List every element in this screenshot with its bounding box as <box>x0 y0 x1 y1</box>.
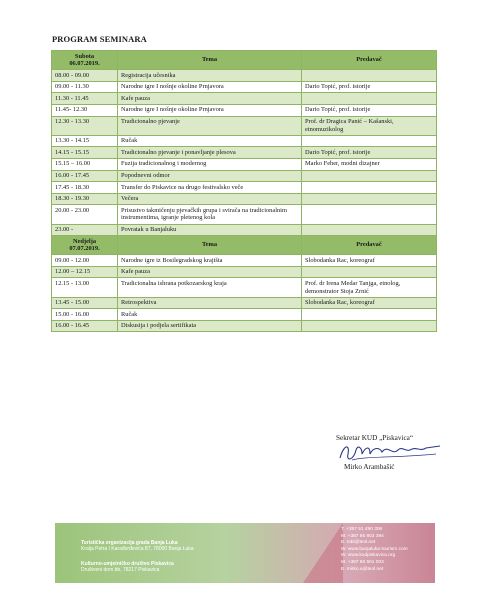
column-header-tema: Tema <box>118 51 302 70</box>
session-time: 12.30 - 13.30 <box>52 116 118 135</box>
session-lecturer: Slobodanka Rac, koreograf <box>302 297 437 309</box>
day-header-row <box>52 51 437 70</box>
signature-name: Mirko Arambašić <box>344 463 395 471</box>
session-topic: Večera <box>118 193 302 205</box>
table-row <box>52 193 437 205</box>
session-lecturer <box>302 205 437 224</box>
session-lecturer <box>302 320 437 332</box>
footer-contact-line: E. mirko.a@teol.net <box>341 566 384 572</box>
footer-org2-address: Društveni dom bb, 78217 Piskavica <box>81 567 160 573</box>
session-lecturer <box>302 135 437 147</box>
table-row <box>52 81 437 93</box>
column-header-predavac: Predavač <box>302 51 437 70</box>
footer-contact-line: W. www.kudpiskavica.org <box>341 553 396 559</box>
session-time: 18.30 - 19.30 <box>52 193 118 205</box>
footer-org1-name: Turistička organizacija grada Banja Luka <box>81 540 178 546</box>
footer-contact-line: W. www.banjaluka-tourism.com <box>341 546 408 552</box>
footer-org1 <box>81 540 194 552</box>
session-topic: Popodnevni odmor <box>118 170 302 182</box>
session-time: 14.15 - 15.15 <box>52 147 118 159</box>
table-row <box>52 170 437 182</box>
session-time: 15.15 – 16.00 <box>52 158 118 170</box>
session-lecturer <box>302 224 437 236</box>
session-topic: Povratak u Banjaluku <box>118 224 302 236</box>
session-topic: Tradicionalno pjevanje <box>118 116 302 135</box>
session-time: 16.00 - 16.45 <box>52 320 118 332</box>
session-topic: Diskusija i podjela sertifikata <box>118 320 302 332</box>
session-time: 11.45- 12.30 <box>52 104 118 116</box>
session-lecturer <box>302 193 437 205</box>
session-lecturer <box>302 309 437 321</box>
session-time: 13.45 - 15.00 <box>52 297 118 309</box>
session-time: 20.00 - 23.00 <box>52 205 118 224</box>
session-lecturer: Dario Topić, prof. istorije <box>302 147 437 159</box>
table-row <box>52 255 437 267</box>
session-time: 12.15 - 13.00 <box>52 278 118 297</box>
session-time: 13.30 - 14.15 <box>52 135 118 147</box>
session-topic: Tradicionalna ishrana potkozarskog kraja <box>118 278 302 297</box>
session-time: 15.00 - 16.00 <box>52 309 118 321</box>
session-time: 09.00 - 12.00 <box>52 255 118 267</box>
day-header-row <box>52 236 437 255</box>
day-date: Subota 06.07.2019. <box>52 51 118 70</box>
table-row <box>52 93 437 105</box>
session-time: 16.00 - 17.45 <box>52 170 118 182</box>
session-topic: Registracija učesnika <box>118 70 302 82</box>
table-row <box>52 104 437 116</box>
session-lecturer: Dario Topić, prof. istorije <box>302 104 437 116</box>
session-time: 12.00 – 12.15 <box>52 266 118 278</box>
table-row <box>52 135 437 147</box>
table-row <box>52 205 437 224</box>
footer-contact-line: M. +387 66 803 394 <box>341 533 384 539</box>
session-topic: Narodne igre I nošnje okoline Prnjavora <box>118 104 302 116</box>
session-topic: Narodne igre iz Bosilegradskog krajišta <box>118 255 302 267</box>
footer-contact-line: M. +387 65 501 003 <box>341 559 384 565</box>
table-row <box>52 224 437 236</box>
table-row <box>52 309 437 321</box>
session-lecturer <box>302 182 437 194</box>
session-time: 17.45 - 18.30 <box>52 182 118 194</box>
session-topic: Kafe pauza <box>118 266 302 278</box>
table-row <box>52 266 437 278</box>
column-header-predavac: Predavač <box>302 236 437 255</box>
day-date: Nedjelja 07.07.2019. <box>52 236 118 255</box>
session-lecturer: Prof. dr Irena Medar Tanjga, etnolog, demonstrator Stoja Zrnić <box>302 278 437 297</box>
column-header-tema: Tema <box>118 236 302 255</box>
session-lecturer <box>302 266 437 278</box>
session-lecturer: Slobodanka Rac, koreograf <box>302 255 437 267</box>
session-topic: Ručak <box>118 309 302 321</box>
session-time: 11.30 - 11.45 <box>52 93 118 105</box>
footer-contact-line: T. +387 51 490 306 <box>341 527 383 532</box>
session-topic: Fuzija tradicionalnog i modernog <box>118 158 302 170</box>
table-row <box>52 278 437 297</box>
table-row <box>52 182 437 194</box>
session-lecturer <box>302 170 437 182</box>
footer-diagonal <box>303 523 343 583</box>
session-lecturer: Dario Topić, prof. istorije <box>302 81 437 93</box>
page-title: PROGRAM SEMINARA <box>52 34 147 44</box>
footer-contacts <box>341 527 408 573</box>
session-time: 08.00 - 09.00 <box>52 70 118 82</box>
table-row <box>52 147 437 159</box>
footer-banner <box>55 523 435 583</box>
session-topic: Retrospektiva <box>118 297 302 309</box>
signature-role: Sekretar KUD „Piskavica“ <box>336 434 414 442</box>
footer-contact-line: E. tobl@teol.net <box>341 540 376 546</box>
table-row <box>52 116 437 135</box>
table-row <box>52 158 437 170</box>
schedule-table <box>51 50 437 332</box>
session-topic: Tradicionalno pjevanje i ponavljanje plesova <box>118 147 302 159</box>
handwritten-signature-icon <box>336 438 446 466</box>
session-topic: Ručak <box>118 135 302 147</box>
table-row <box>52 320 437 332</box>
session-time: 23.00 - <box>52 224 118 236</box>
signature-block <box>336 432 446 484</box>
footer-org2-name: Kulturno-umjetničko društvo Piskavica <box>81 561 174 567</box>
footer-org2 <box>81 561 174 573</box>
session-lecturer <box>302 70 437 82</box>
session-topic: Prisustvo takmičenju pjevačkih grupa i svirača na tradicionalnim instrumentima, igranje pletenog kola <box>118 205 302 224</box>
session-lecturer <box>302 93 437 105</box>
session-topic: Transfer do Piskavice na drugo festivalsko veče <box>118 182 302 194</box>
session-lecturer: Prof. dr Dragica Panić – Kašanski, etnomuzikolog <box>302 116 437 135</box>
session-topic: Kafe pauza <box>118 93 302 105</box>
table-row <box>52 70 437 82</box>
session-lecturer: Marko Feher, modni dizajner <box>302 158 437 170</box>
session-topic: Narodne igre I nošnje okoline Prnjavora <box>118 81 302 93</box>
table-row <box>52 297 437 309</box>
footer-org1-address: Kralja Petra I Karađorđevića 87, 78000 Banja Luka <box>81 546 194 552</box>
session-time: 09.00 - 11.30 <box>52 81 118 93</box>
